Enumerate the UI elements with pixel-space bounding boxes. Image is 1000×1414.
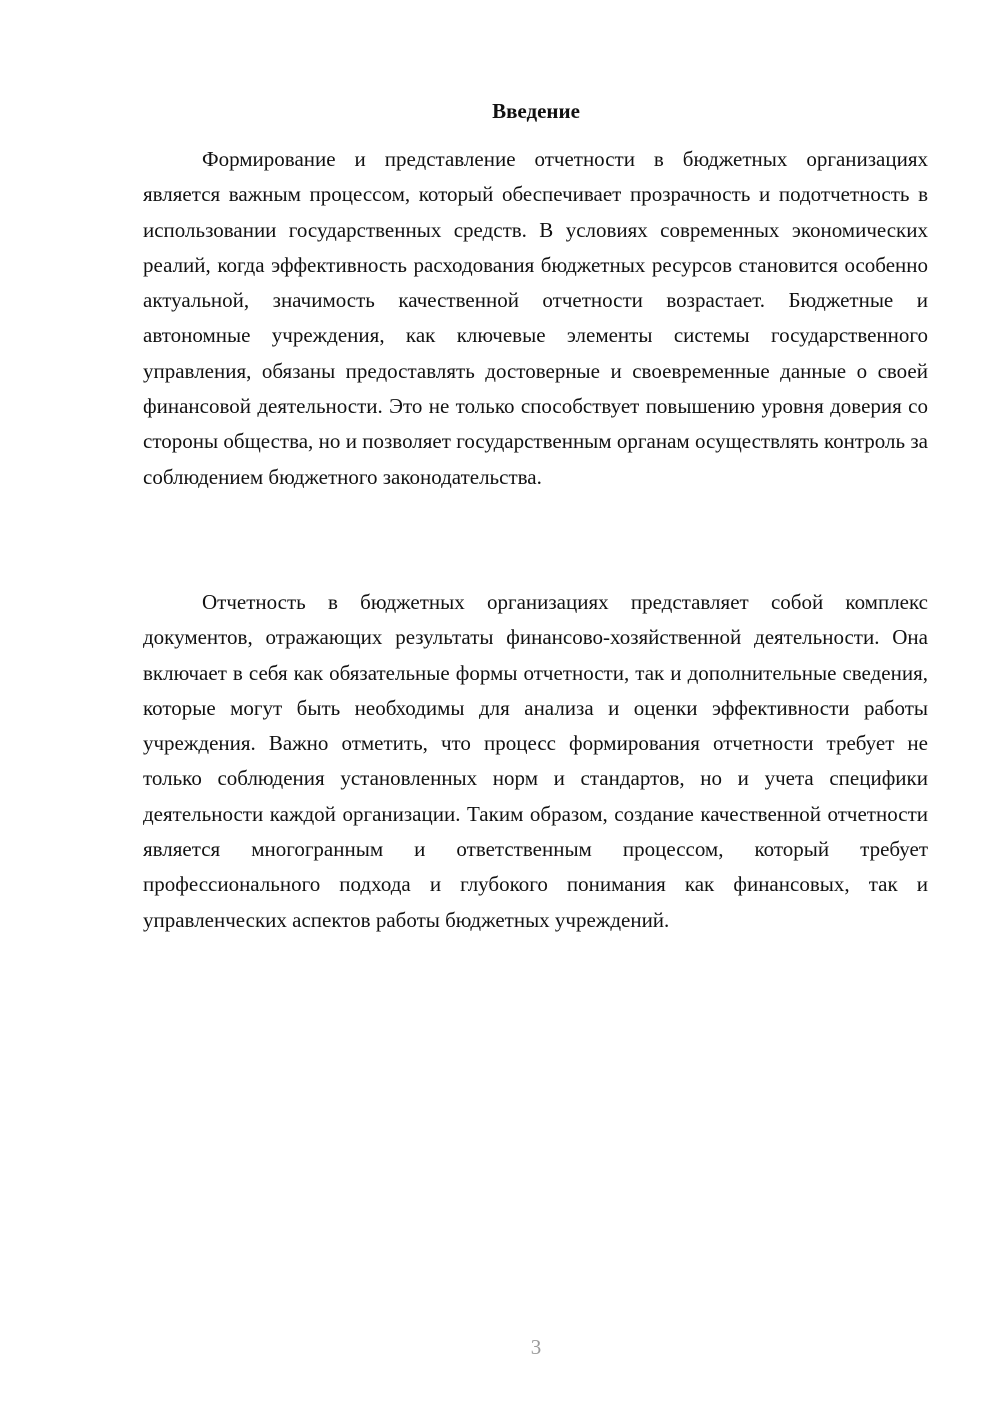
section-heading: Введение — [492, 99, 580, 123]
paragraph-1: Формирование и представление отчетности в бюджетных организациях является важным процессом, который обеспечивает прозрачность и подотчетность в использовании государственных средств. В условиях современных экономических реалий, когда эффективность расходования бюджетных ресурсов становится особенно актуальной, значимость качественной отчетности возрастает. Бюджетные и автономные учреждения, как ключевые элементы системы государственного управления, обязаны предоставлять достоверные и своевременные данные о своей финансовой деятельности. Это не только способствует повышению уровня доверия со стороны общества, но и позволяет государственным органам осуществлять контроль за соблюдением бюджетного законодательства. — [143, 147, 928, 489]
page-number: 3 — [530, 1335, 542, 1359]
paragraph-2: Отчетность в бюджетных организациях представляет собой комплекс документов, отражающих результаты финансово-хозяйственной деятельности. Она включает в себя как обязательные формы отчетности, так и дополнительные сведения, которые могут быть необходимы для анализа и оценки эффективности работы учреждения. Важно отметить, что процесс формирования отчетности требует не только соблюдения установленных норм и стандартов, но и учета специфики деятельности каждой организации. Таким образом, создание качественной отчетности является многогранным и ответственным процессом, который требует профессионального подхода и глубокого понимания как финансовых, так и управленческих аспектов работы бюджетных учреждений. — [143, 590, 928, 932]
